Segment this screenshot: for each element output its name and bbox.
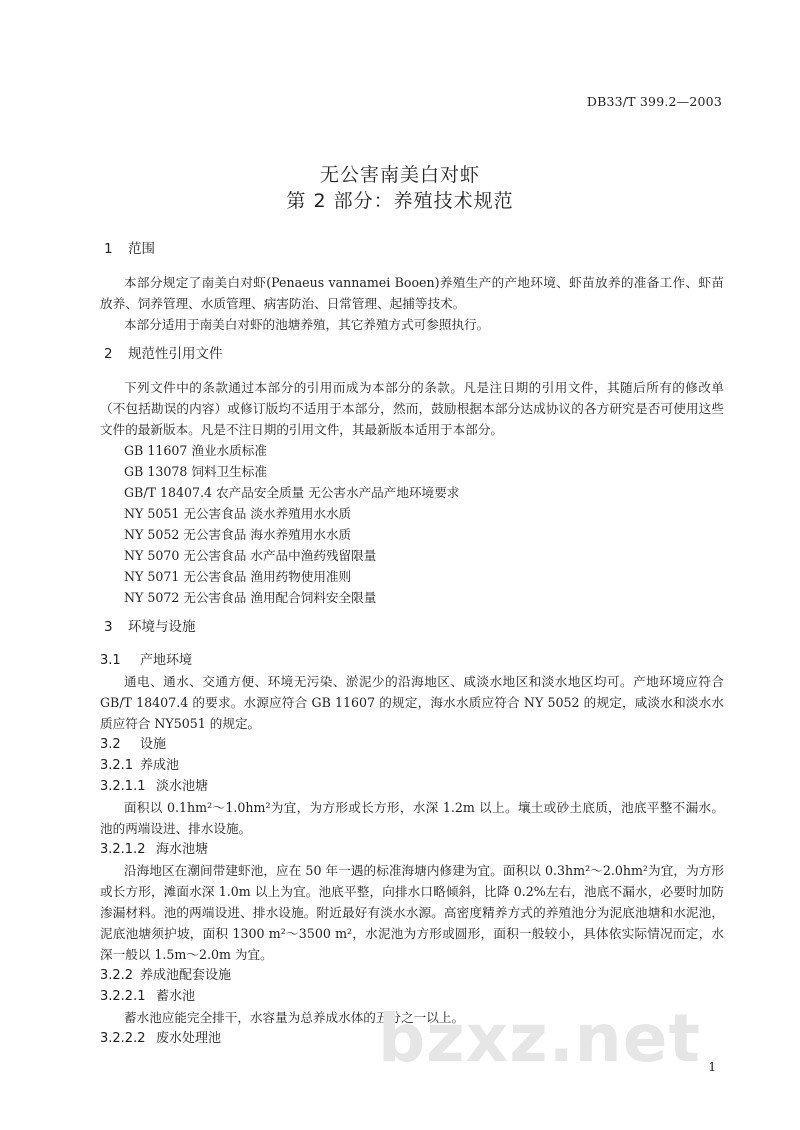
reference-item: GB 11607 渔业水质标准 [124,443,267,458]
doc-title-line1: 无公害南美白对虾 [319,164,480,186]
section-3-heading [104,618,724,636]
watermark-text: bzxz.net [378,1000,702,1077]
section-number: 3 [104,619,113,635]
subsection-3-2-1-2-heading [100,839,724,860]
doc-title-line2: 第 2 部分：养殖技术规范 [286,190,514,212]
section-number: 1 [104,241,113,257]
subsection-title: 产地环境 [140,653,193,668]
section-title: 环境与设施 [128,619,196,635]
section-2-paragraph: 下列文件中的条款通过本部分的引用而成为本部分的条款。凡是注日期的引用文件，其随后所有的修改单（不包括勘误的内容）或修订版均不适用于本部分，然而，鼓励根据本部分达成协议的各方研究是否可使用这些文件的最新版本。凡是不注日期的引用文件，其最新版本适用于本部分。 [100,380,724,437]
subsection-number: 3.2.1.2 [100,842,146,857]
reference-item: NY 5051 无公害食品 淡水养殖用水水质 [124,506,352,521]
section-title: 范围 [128,241,155,257]
section-1-heading [104,240,724,258]
section-1-paragraph-2: 本部分适用于南美白对虾的池塘养殖，其它养殖方式可参照执行。 [124,317,490,332]
subsection-number: 3.2.2.2 [100,1031,146,1046]
subsection-title: 养成池配套设施 [140,968,232,983]
reference-item: NY 5071 无公害食品 渔用药物使用准则 [124,569,352,584]
subsection-3-2-1-2-paragraph: 沿海地区在潮间带建虾池，应在 50 年一遇的标准海塘内修建为宜。面积以 0.3hm²～2.0hm²为宜，为方形或长方形，滩面水深 1.0m 以上为宜。池底平整，向排水口略倾斜，比降 0.2%左右，池底不漏水，必要时加防渗漏材料。池的两端设进、排水设施。附近最好有淡水水源。高密度精养方式的养殖池分为泥底池塘和水泥池，泥底池塘须护坡，面积 1300 m²～3500 m²，水泥池为方形或圆形，面积一般较小，具体依实际情况而定，水深一般以 1.5m～2.0m 为宜。 [100,863,724,962]
subsection-3-2-1-heading [100,755,724,776]
section-number: 2 [104,346,113,362]
subsection-number: 3.2.1.1 [100,779,146,794]
subsection-3-2-1-1-heading [100,776,724,797]
section-1-paragraph-1: 本部分规定了南美白对虾(Penaeus vannamei Booen)养殖生产的产地环境、虾苗放养的准备工作、虾苗放养、饲养管理、水质管理、病害防治、日常管理、起捕等技术。 [100,275,724,311]
reference-item: NY 5052 无公害食品 海水养殖用水水质 [124,527,352,542]
subsection-3-2-heading [100,734,724,755]
section-title: 规范性引用文件 [128,346,223,362]
reference-item: GB 13078 饲料卫生标准 [124,464,267,479]
subsection-title: 海水池塘 [156,842,209,857]
subsection-title: 废水处理池 [156,1031,222,1046]
subsection-number: 3.2.2.1 [100,989,146,1004]
subsection-number: 3.2.2 [100,968,134,983]
subsection-3-1-heading [100,650,724,671]
subsection-3-2-1-1-paragraph: 面积以 0.1hm²～1.0hm²为宜，为方形或长方形，水深 1.2m 以上。壤土或砂土底质，池底平整不漏水。池的两端设进、排水设施。 [100,800,724,836]
subsection-number: 3.2 [100,737,121,752]
subsection-title: 淡水池塘 [156,779,209,794]
reference-item: NY 5070 无公害食品 水产品中渔药残留限量 [124,548,377,563]
subsection-title: 养成池 [140,758,180,773]
document-code: DB33/T 399.2—2003 [586,94,722,109]
subsection-title: 蓄水池 [156,989,196,1004]
subsection-number: 3.1 [100,653,121,668]
subsection-3-2-2-1-paragraph: 蓄水池应能完全排干，水容量为总养成水体的五分之一以上。 [124,1010,465,1025]
subsection-3-2-2-heading [100,965,724,986]
document-body [100,240,724,1049]
page-number: 1 [708,1060,716,1074]
subsection-number: 3.2.1 [100,758,134,773]
subsection-title: 设施 [140,737,167,752]
section-2-heading [104,345,724,363]
reference-item: GB/T 18407.4 农产品安全质量 无公害水产品产地环境要求 [124,485,460,500]
reference-item: NY 5072 无公害食品 渔用配合饲料安全限量 [124,590,377,605]
subsection-3-1-paragraph: 通电、通水、交通方便、环境无污染、淤泥少的沿海地区、咸淡水地区和淡水地区均可。产地环境应符合GB/T 18407.4 的要求。水源应符合 GB 11607 的规定，海水水质应符合 NY 5052 的规定，咸淡水和淡水水质应符合 NY5051 的规定。 [100,674,724,731]
